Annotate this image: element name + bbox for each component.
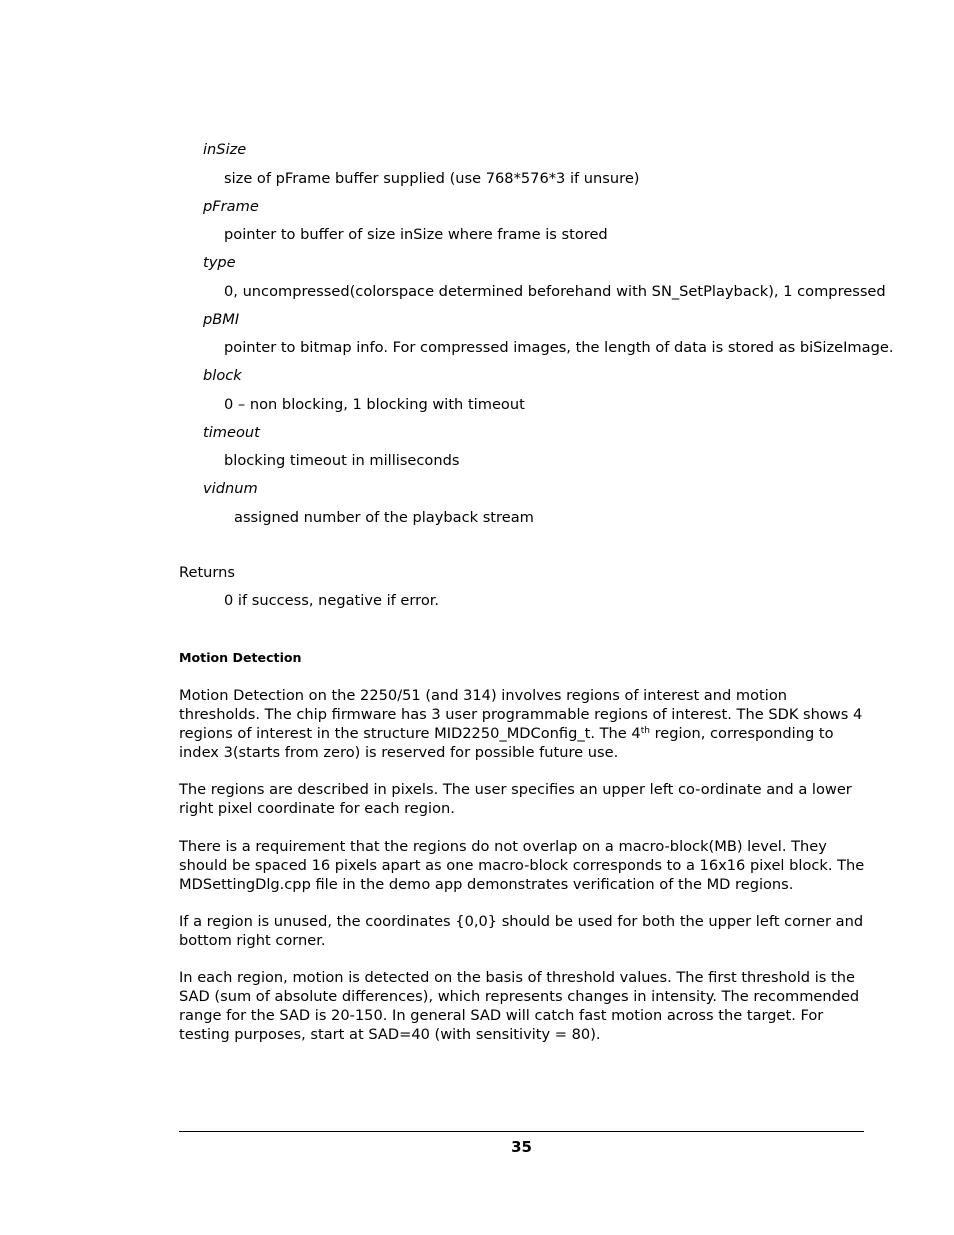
ordinal-suffix: th bbox=[640, 726, 650, 736]
paragraph-5: In each region, motion is detected on the basis of threshold values. The first threshold is the SAD (sum of absolute differences), which represents changes in intensity. The recommended range for the SAD is 20-150. In general SAD will catch fast motion across the target. For testing purposes, start at SAD=40 (with sensitivity = 80). bbox=[179, 969, 860, 1043]
paragraph-3: There is a requirement that the regions do not overlap on a macro-block(MB) level. They should be spaced 16 pixels apart as one macro-block corresponds to a 16x16 pixel block. The MDSettingDlg.cpp file in the demo app demonstrates verification of the MD regions. bbox=[179, 838, 865, 893]
param-desc-pframe: pointer to buffer of size inSize where frame is stored bbox=[224, 226, 608, 243]
paragraph-1-text-cont: region, corresponding to index 3(starts from zero) is reserved for possible future use. bbox=[179, 725, 834, 761]
param-name-insize: inSize bbox=[203, 141, 247, 158]
paragraph-1-text: Motion Detection on the 2250/51 (and 314) involves regions of interest and motion thresholds. The chip firmware has 3 user programmable regions of interest. The SDK shows 4 regions of interest in the structure MID2250_MDConfig_t. The 4 bbox=[179, 687, 863, 742]
page-number: 35 bbox=[511, 1138, 532, 1156]
footer-rule bbox=[179, 1131, 864, 1132]
param-desc-block: 0 – non blocking, 1 blocking with timeout bbox=[224, 396, 525, 413]
paragraph-1 bbox=[179, 686, 869, 762]
param-desc-pbmi: pointer to bitmap info. For compressed images, the length of data is stored as biSizeImage. bbox=[224, 339, 894, 356]
param-desc-vidnum: assigned number of the playback stream bbox=[234, 509, 534, 526]
param-name-pframe: pFrame bbox=[203, 198, 259, 215]
param-desc-timeout: blocking timeout in milliseconds bbox=[224, 452, 460, 469]
param-desc-type: 0, uncompressed(colorspace determined beforehand with SN_SetPlayback), 1 compressed bbox=[224, 283, 886, 300]
param-name-type: type bbox=[203, 254, 236, 271]
param-name-block: block bbox=[203, 367, 242, 384]
param-name-timeout: timeout bbox=[203, 424, 260, 441]
returns-value: 0 if success, negative if error. bbox=[224, 592, 440, 609]
param-name-pbmi: pBMI bbox=[203, 311, 240, 328]
section-heading: Motion Detection bbox=[179, 650, 302, 665]
param-name-vidnum: vidnum bbox=[203, 480, 258, 497]
returns-label: Returns bbox=[179, 564, 236, 581]
param-desc-insize: size of pFrame buffer supplied (use 768*576*3 if unsure) bbox=[224, 170, 640, 187]
paragraph-4: If a region is unused, the coordinates {0,0} should be used for both the upper left corner and bottom right corner. bbox=[179, 913, 864, 949]
paragraph-2: The regions are described in pixels. The user specifies an upper left co-ordinate and a lower right pixel coordinate for each region. bbox=[179, 781, 852, 817]
